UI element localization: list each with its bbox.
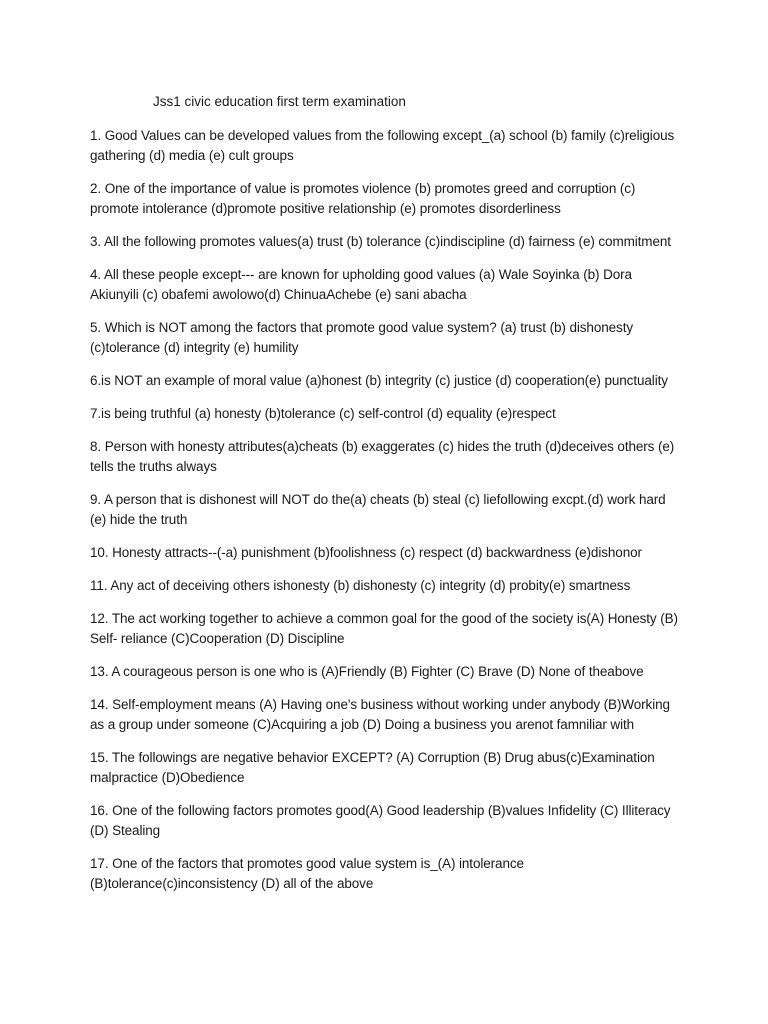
question-12: 12. The act working together to achieve a common goal for the good of the society is(A) Honesty (B) Self- reliance (C)Cooperation (D) Discipline [90, 611, 678, 646]
question-14: 14. Self-employment means (A) Having one's business without working under anybody (B)Working as a group under someone (C)Acquiring a job (D) Doing a business you arenot famniliar with [90, 697, 670, 732]
question-list [90, 126, 680, 907]
question-7: 7.is being truthful (a) honesty (b)tolerance (c) self-control (d) equality (e)respect [90, 406, 556, 421]
question-6: 6.is NOT an example of moral value (a)honest (b) integrity (c) justice (d) cooperation(e) punctuality [90, 373, 668, 388]
document-title: Jss1 civic education first term examination [153, 94, 406, 109]
question-16: 16. One of the following factors promotes good(A) Good leadership (B)values Infidelity (C) Illiteracy (D) Stealing [90, 803, 671, 838]
question-2: 2. One of the importance of value is promotes violence (b) promotes greed and corruption (c) promote intolerance (d)promote positive relationship (e) promotes disorderliness [90, 181, 636, 216]
question-1: 1. Good Values can be developed values from the following except_(a) school (b) family (c)religious gathering (d) media (e) cult groups [90, 128, 675, 163]
question-5: 5. Which is NOT among the factors that promote good value system? (a) trust (b) dishonesty (c)tolerance (d) integrity (e) humility [90, 320, 633, 355]
question-10: 10. Honesty attracts--(-a) punishment (b)foolishness (c) respect (d) backwardness (e)dishonor [90, 545, 642, 560]
question-13: 13. A courageous person is one who is (A)Friendly (B) Fighter (C) Brave (D) None of theabove [90, 664, 644, 679]
question-4: 4. All these people except--- are known for upholding good values (a) Wale Soyinka (b) Dora Akiunyili (c) obafemi awolowo(d) ChinuaAchebe (e) sani abacha [90, 267, 632, 302]
question-17: 17. One of the factors that promotes good value system is_(A) intolerance (B)tolerance(c)inconsistency (D) all of the above [90, 856, 524, 891]
question-8: 8. Person with honesty attributes(a)cheats (b) exaggerates (c) hides the truth (d)deceives others (e) tells the truths always [90, 439, 675, 474]
question-3: 3. All the following promotes values(a) trust (b) tolerance (c)indiscipline (d) fairness (e) commitment [90, 234, 671, 249]
question-11: 11. Any act of deceiving others ishonesty (b) dishonesty (c) integrity (d) probity(e) smartness [90, 578, 631, 593]
question-15: 15. The followings are negative behavior EXCEPT? (A) Corruption (B) Drug abus(c)Examination malpractice (D)Obedience [90, 750, 655, 785]
question-9: 9. A person that is dishonest will NOT do the(a) cheats (b) steal (c) liefollowing excpt.(d) work hard (e) hide the truth [90, 492, 666, 527]
